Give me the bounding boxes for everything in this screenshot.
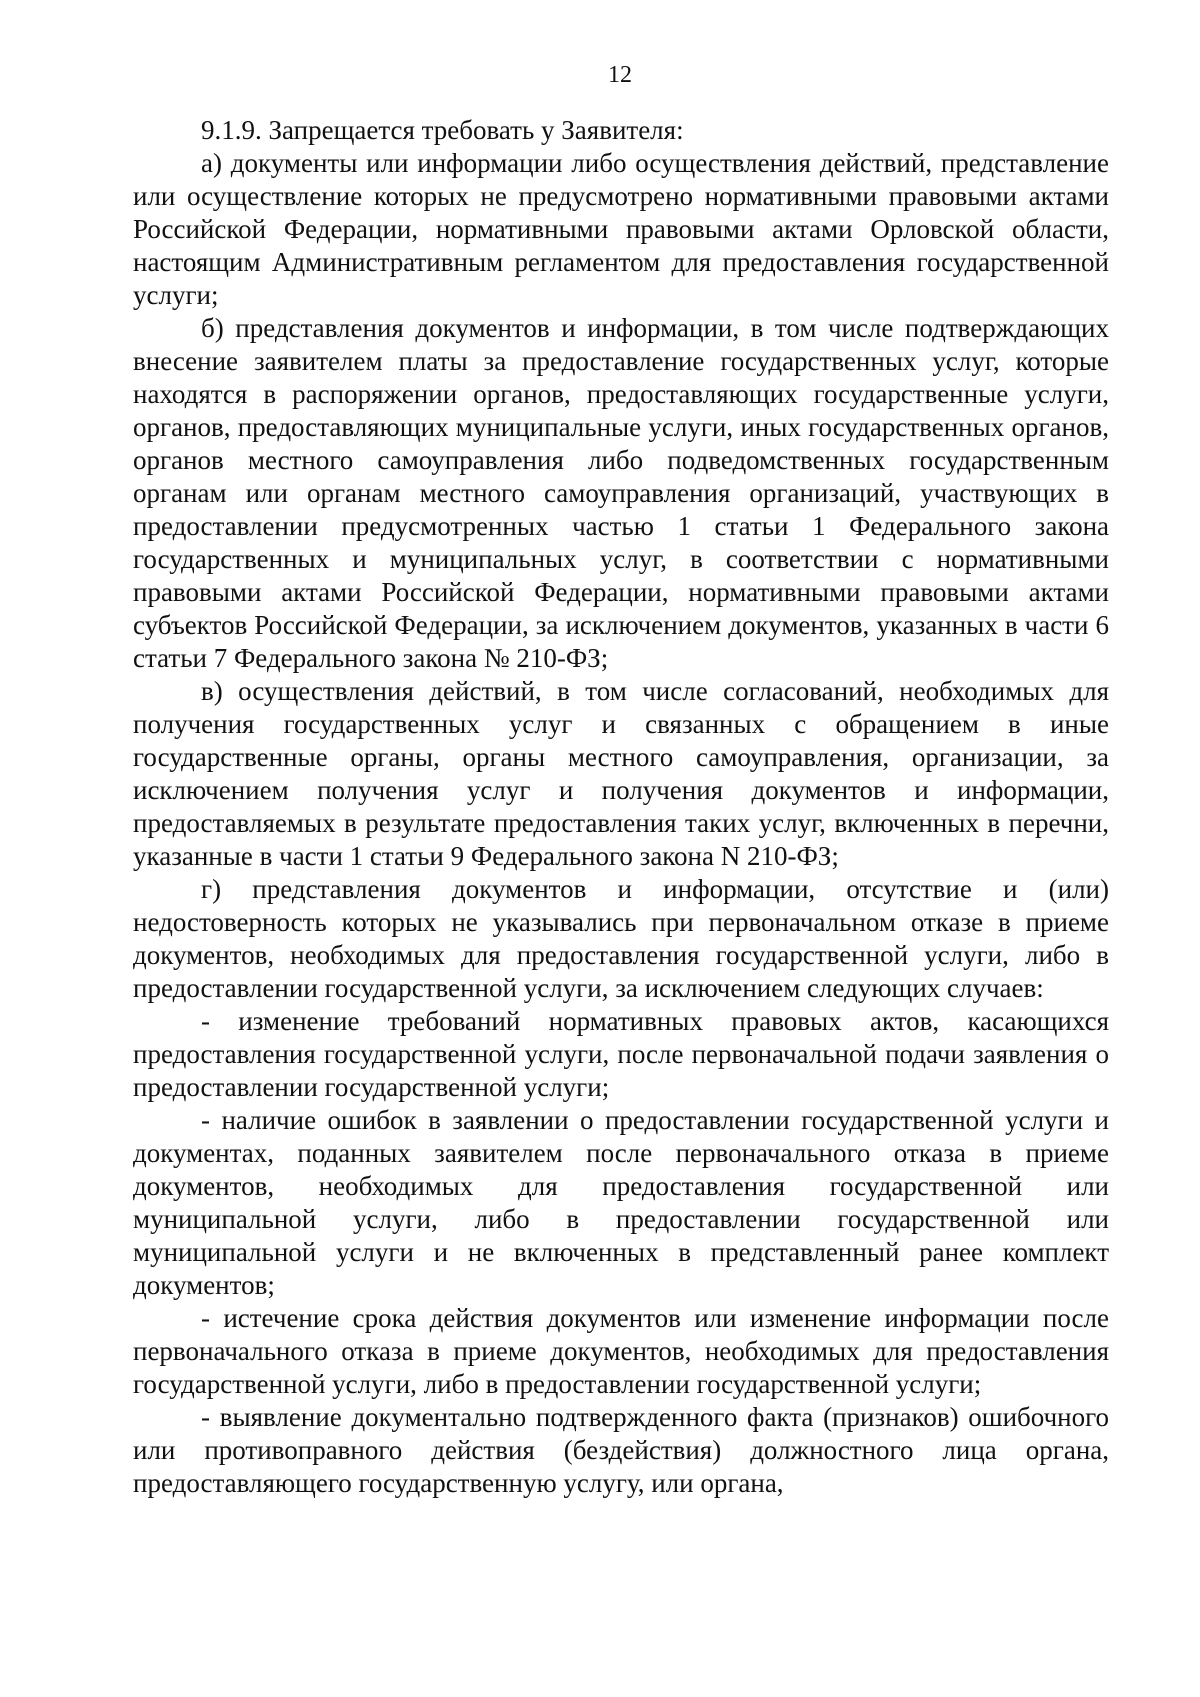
clause-heading: 9.1.9. Запрещается требовать у Заявителя: <box>201 115 684 145</box>
exception-item-2: - наличие ошибок в заявлении о предоставлении государственной услуги и документах, поданных заявителем после первоначального отказа в приеме документов, необходимых для предоставления государственной или муниципальной услуги, либо в предоставлении государственной или муниципальной услуги и не включенных в представленный ранее комплект документов; <box>133 1105 1109 1300</box>
document-body <box>133 114 1109 1500</box>
clause-item-a: а) документы или информации либо осуществления действий, представление или осуществление которых не предусмотрено нормативными правовыми актами Российской Федерации, нормативными правовыми актами Орловской области, настоящим Административным регламентом для предоставления государственной услуги; <box>133 148 1109 310</box>
clause-item-g: г) представления документов и информации, отсутствие и (или) недостоверность которых не указывались при первоначальном отказе в приеме документов, необходимых для предоставления государственной услуги, либо в предоставлении государственной услуги, за исключением следующих случаев: <box>133 874 1109 1003</box>
exception-item-4: - выявление документально подтвержденного факта (признаков) ошибочного или противоправного действия (бездействия) должностного лица органа, предоставляющего государственную услугу, или органа, <box>133 1402 1109 1498</box>
exception-item-3: - истечение срока действия документов или изменение информации после первоначального отказа в приеме документов, необходимых для предоставления государственной услуги, либо в предоставлении государственной услуги; <box>133 1303 1109 1399</box>
clause-item-b: б) представления документов и информации, в том числе подтверждающих внесение заявителем платы за предоставление государственных услуг, которые находятся в распоряжении органов, предоставляющих государственные услуги, органов, предоставляющих муниципальные услуги, иных государственных органов, органов местного самоуправления либо подведомственных государственным органам или органам местного самоуправления организаций, участвующих в предоставлении предусмотренных частью 1 статьи 1 Федерального закона государственных и муниципальных услуг, в соответствии с нормативными правовыми актами Российской Федерации, нормативными правовыми актами субъектов Российской Федерации, за исключением документов, указанных в части 6 статьи 7 Федерального закона № 210-ФЗ; <box>133 313 1109 673</box>
clause-item-v: в) осуществления действий, в том числе согласований, необходимых для получения государственных услуг и связанных с обращением в иные государственные органы, органы местного самоуправления, организации, за исключением получения услуг и получения документов и информации, предоставляемых в результате предоставления таких услуг, включенных в перечни, указанные в части 1 статьи 9 Федерального закона N 210-ФЗ; <box>133 676 1109 871</box>
exception-item-1: - изменение требований нормативных правовых актов, касающихся предоставления государственной услуги, после первоначальной подачи заявления о предоставлении государственной услуги; <box>133 1006 1109 1102</box>
page-number: 12 <box>608 62 632 88</box>
